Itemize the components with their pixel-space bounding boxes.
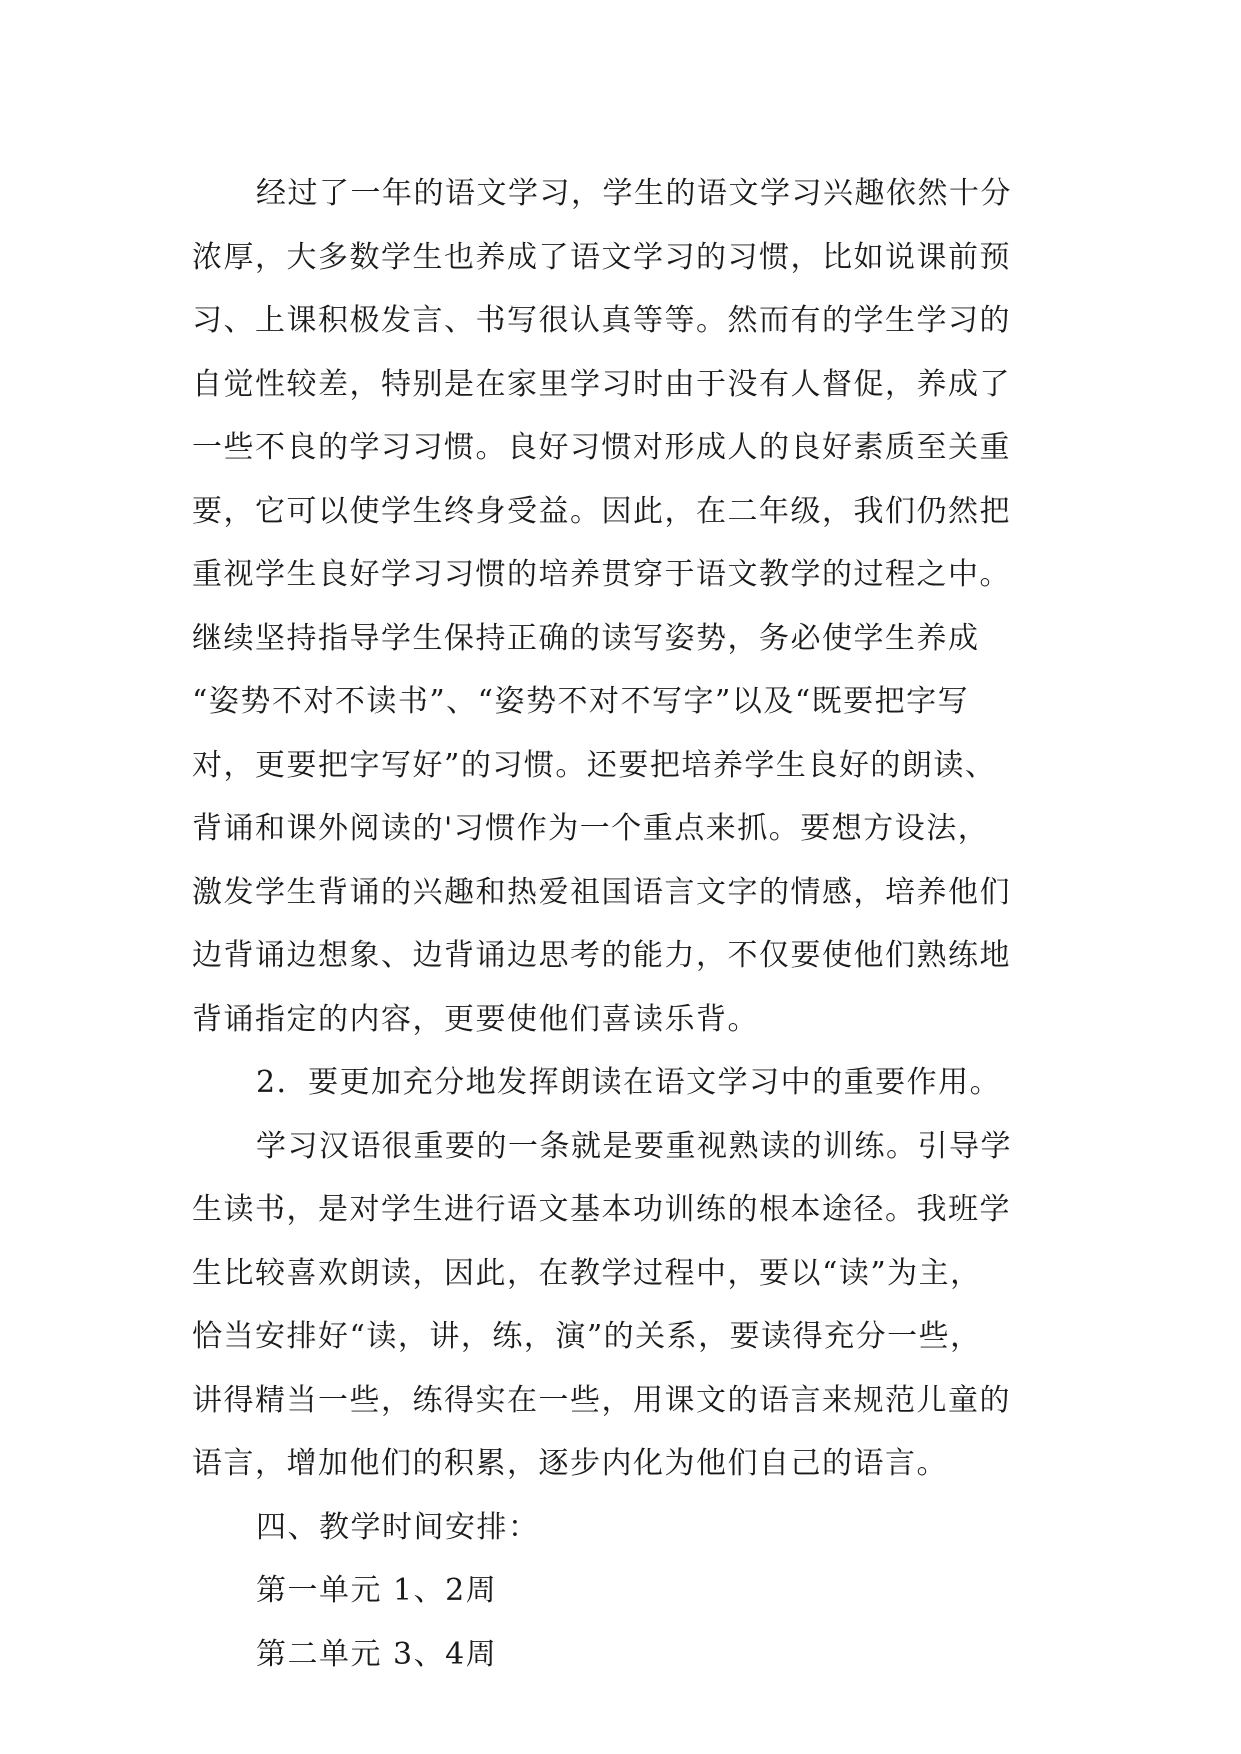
text-line: 激发学生背诵的兴趣和热爱祖国语言文字的情感，培养他们 — [192, 874, 1011, 910]
text-line: 对，更要把字写好”的习惯。还要把培养学生良好的朗读、 — [192, 747, 997, 783]
text-line: 一些不良的学习习惯。良好习惯对形成人的良好素质至关重 — [192, 430, 1011, 465]
text-line: 浓厚，大多数学生也养成了语文学习的习惯，比如说课前预 — [192, 239, 1011, 275]
text-line: 自觉性较差，特别是在家里学习时由于没有人督促，养成了 — [192, 366, 1011, 402]
text-line: 讲得精当一些，练得实在一些，用课文的语言来规范儿童的 — [192, 1382, 1011, 1418]
paragraph-unit-2 — [192, 1623, 1072, 1687]
text-line: 背诵和课外阅读的'习惯作为一个重点来抓。要想方设法， — [192, 811, 990, 846]
paragraph-unit-1 — [192, 1559, 1072, 1623]
text-line: 第一单元 1、2周 — [256, 1573, 498, 1608]
text-line: 四、教学时间安排： — [256, 1509, 540, 1545]
paragraph-habits — [192, 162, 1072, 1051]
text-line: 边背诵边想象、边背诵边思考的能力，不仅要使他们熟练地 — [192, 938, 1011, 973]
text-line: 习、上课积极发言、书写很认真等等。然而有的学生学习的 — [192, 303, 1011, 338]
text-line: 背诵指定的内容，更要使他们喜读乐背。 — [192, 1001, 759, 1037]
text-line: 恰当安排好“读，讲，练，演”的关系，要读得充分一些， — [192, 1319, 982, 1354]
paragraph-schedule-heading — [192, 1496, 1072, 1560]
paragraph-reading — [192, 1115, 1072, 1496]
text-line: “姿势不对不读书”、“姿势不对不写字”以及“既要把字写 — [192, 684, 970, 719]
paragraph-heading-2 — [192, 1051, 1072, 1115]
text-line: 2．要更加充分地发挥朗读在语文学习中的重要作用。 — [256, 1065, 1002, 1100]
text-line: 语言，增加他们的积累，逐步内化为他们自己的语言。 — [192, 1446, 948, 1481]
text-line: 学习汉语很重要的一条就是要重视熟读的训练。引导学 — [256, 1128, 1012, 1164]
document-body — [192, 162, 1072, 1686]
text-line: 继续坚持指导学生保持正确的读写姿势，务必使学生养成 — [192, 620, 980, 656]
text-line: 要，它可以使学生终身受益。因此，在二年级，我们仍然把 — [192, 493, 1011, 529]
text-line: 重视学生良好学习习惯的培养贯穿于语文教学的过程之中。 — [192, 557, 1011, 592]
text-line: 生读书，是对学生进行语文基本功训练的根本途径。我班学 — [192, 1192, 1011, 1227]
text-line: 生比较喜欢朗读，因此，在教学过程中，要以“读”为主， — [192, 1255, 982, 1291]
text-line: 第二单元 3、4周 — [256, 1636, 498, 1672]
text-line: 经过了一年的语文学习，学生的语文学习兴趣依然十分 — [256, 176, 1012, 211]
